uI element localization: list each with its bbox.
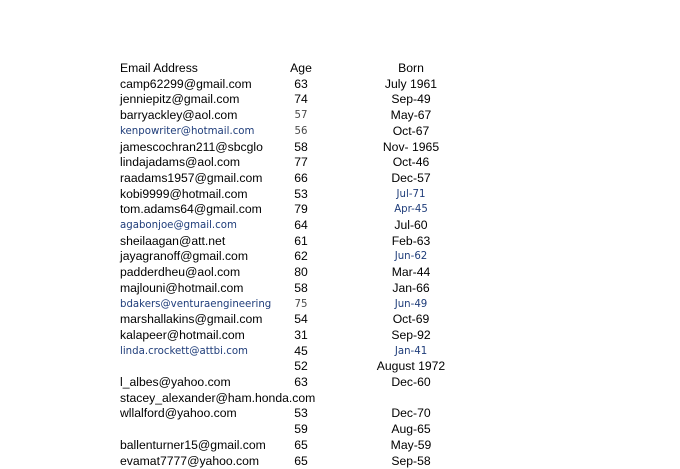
born-cell: May-59 [359,438,463,454]
age-cell: 53 [282,187,320,203]
born-cell: Dec-70 [359,406,463,422]
email-cell: l_albes@yahoo.com [120,375,260,391]
table-row [0,77,680,93]
born-cell: Oct-67 [359,124,463,140]
email-cell: stacey_alexander@ham.honda.com [120,391,315,407]
table-row [0,234,680,250]
email-cell: raadams1957@gmail.com [120,171,260,187]
email-cell: padderdheu@aol.com [120,265,260,281]
age-cell: 79 [282,202,320,218]
email-cell: linda.crockett@attbi.com [120,344,260,360]
born-cell: August 1972 [359,359,463,375]
born-cell: Jan-41 [359,344,463,360]
age-cell: 45 [282,344,320,360]
table-row [0,297,680,313]
born-cell: Dec-60 [359,375,463,391]
email-cell: agabonjoe@gmail.com [120,218,260,234]
age-cell [282,391,320,407]
email-cell: lindajadams@aol.com [120,155,260,171]
table-row [0,422,680,438]
header-born: Born [359,61,463,77]
born-cell: Aug-65 [359,422,463,438]
table-row [0,265,680,281]
age-cell: 66 [282,171,320,187]
born-cell: Sep-49 [359,92,463,108]
table-row [0,375,680,391]
born-cell: Jul-60 [359,218,463,234]
age-cell: 54 [282,312,320,328]
table-row [0,124,680,140]
born-cell: May-67 [359,108,463,124]
table-row [0,359,680,375]
born-cell: Jul-71 [359,187,463,203]
table-row [0,218,680,234]
email-cell: jayagranoff@gmail.com [120,249,260,265]
header-email: Email Address [120,61,260,77]
born-cell: Mar-44 [359,265,463,281]
born-cell: Jun-49 [359,297,463,313]
born-cell: July 1961 [359,77,463,93]
table-row [0,155,680,171]
age-cell: 62 [282,249,320,265]
email-cell: marshallakins@gmail.com [120,312,260,328]
table-row [0,108,680,124]
table-row [0,249,680,265]
table-row [0,406,680,422]
born-cell: Oct-69 [359,312,463,328]
table-row [0,281,680,297]
email-cell: kalapeer@hotmail.com [120,328,260,344]
header-row [0,61,680,77]
email-cell: evamat7777@yahoo.com [120,454,260,469]
email-cell: kenpowriter@hotmail.com [120,124,260,140]
email-cell: jamescochran211@sbcglo [120,140,260,156]
table-row [0,438,680,454]
born-cell [359,391,463,407]
table-row [0,344,680,360]
age-cell: 63 [282,375,320,391]
email-cell: sheilaagan@att.net [120,234,260,250]
age-cell: 65 [282,454,320,469]
age-cell: 63 [282,77,320,93]
born-cell: Apr-45 [359,202,463,218]
born-cell: Jun-62 [359,249,463,265]
age-cell: 53 [282,406,320,422]
table-row [0,312,680,328]
header-age: Age [282,61,320,77]
born-cell: Oct-46 [359,155,463,171]
email-cell: tom.adams64@gmail.com [120,202,260,218]
born-cell: Nov- 1965 [359,140,463,156]
table-row [0,92,680,108]
table-row [0,391,680,407]
born-cell: Sep-58 [359,454,463,469]
email-cell: majlouni@hotmail.com [120,281,260,297]
email-cell: jenniepitz@gmail.com [120,92,260,108]
email-cell: wllalford@yahoo.com [120,406,260,422]
age-cell: 80 [282,265,320,281]
email-cell: camp62299@gmail.com [120,77,260,93]
table-row [0,328,680,344]
age-cell: 58 [282,140,320,156]
email-cell: kobi9999@hotmail.com [120,187,260,203]
email-cell: ballenturner15@gmail.com [120,438,260,454]
email-cell [120,359,260,375]
email-cell [120,422,260,438]
age-cell: 57 [282,108,320,124]
age-cell: 59 [282,422,320,438]
age-cell: 75 [282,297,320,313]
age-cell: 31 [282,328,320,344]
table-row [0,171,680,187]
age-cell: 52 [282,359,320,375]
table-row [0,140,680,156]
table-row [0,454,680,460]
table-row [0,202,680,218]
age-cell: 56 [282,124,320,140]
born-cell: Jan-66 [359,281,463,297]
age-cell: 74 [282,92,320,108]
age-cell: 61 [282,234,320,250]
age-cell: 64 [282,218,320,234]
born-cell: Dec-57 [359,171,463,187]
age-cell: 58 [282,281,320,297]
born-cell: Sep-92 [359,328,463,344]
age-cell: 65 [282,438,320,454]
age-cell: 77 [282,155,320,171]
table-row [0,187,680,203]
email-cell: barryackley@aol.com [120,108,260,124]
born-cell: Feb-63 [359,234,463,250]
email-cell: bdakers@venturaengineering [120,297,260,313]
